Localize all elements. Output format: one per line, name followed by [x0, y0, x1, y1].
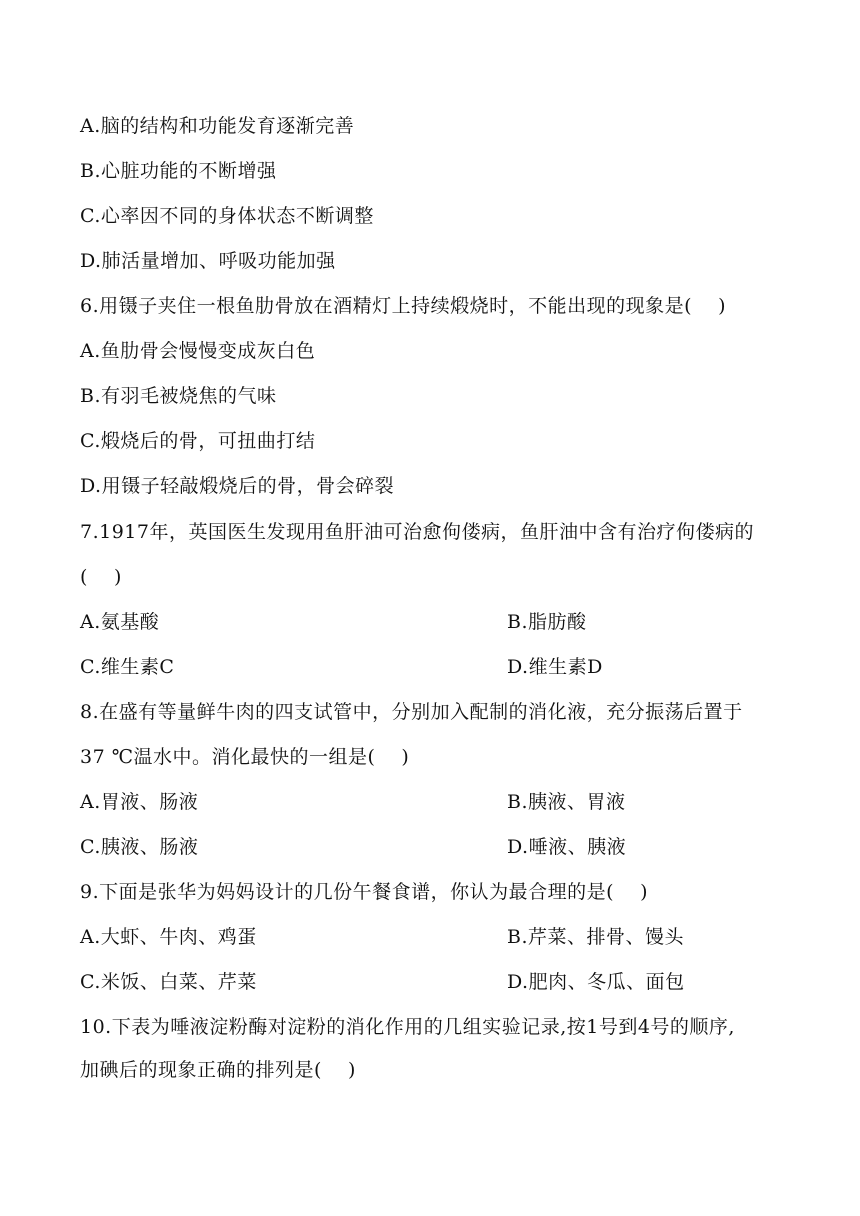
q6-stem: 6.用镊子夹住一根鱼肋骨放在酒精灯上持续煅烧时，不能出现的现象是( ) — [80, 295, 726, 317]
q7-option-b: B.脂肪酸 — [507, 611, 587, 633]
q8-stem-line1: 8.在盛有等量鲜牛肉的四支试管中，分别加入配制的消化液，充分振荡后置于 — [80, 701, 743, 723]
q8-option-a: A.胃液、肠液 — [80, 791, 199, 813]
q8-option-b: B.胰液、胃液 — [507, 791, 626, 813]
q6-option-b: B.有羽毛被烧焦的气味 — [80, 385, 277, 407]
q10-stem-line1: 10.下表为唾液淀粉酶对淀粉的消化作用的几组实验记录,按1号到4号的顺序, — [80, 1016, 735, 1038]
q8-stem-line2: 37 ℃温水中。消化最快的一组是( ) — [80, 746, 410, 768]
q6-option-d: D.用镊子轻敲煅烧后的骨，骨会碎裂 — [80, 475, 395, 497]
q7-option-a: A.氨基酸 — [80, 611, 160, 633]
prev-option-a: A.脑的结构和功能发育逐渐完善 — [80, 115, 355, 137]
q7-stem-line2: ( ) — [80, 566, 122, 588]
prev-option-b: B.心脏功能的不断增强 — [80, 160, 277, 182]
q9-option-c: C.米饭、白菜、芹菜 — [80, 971, 257, 993]
q7-stem-line1: 7.1917年，英国医生发现用鱼肝油可治愈佝偻病，鱼肝油中含有治疗佝偻病的 — [80, 521, 754, 543]
q9-stem: 9.下面是张华为妈妈设计的几份午餐食谱，你认为最合理的是( ) — [80, 881, 648, 903]
q6-option-c: C.煅烧后的骨，可扭曲打结 — [80, 430, 316, 452]
q10-stem-line2: 加碘后的现象正确的排列是( ) — [80, 1059, 356, 1081]
q9-option-b: B.芹菜、排骨、馒头 — [507, 926, 685, 948]
q6-option-a: A.鱼肋骨会慢慢变成灰白色 — [80, 340, 316, 362]
q8-option-c: C.胰液、肠液 — [80, 836, 199, 858]
q7-option-d: D.维生素D — [507, 656, 603, 678]
q7-option-c: C.维生素C — [80, 656, 175, 678]
prev-option-c: C.心率因不同的身体状态不断调整 — [80, 205, 374, 227]
q9-option-d: D.肥肉、冬瓜、面包 — [507, 971, 685, 993]
prev-option-d: D.肺活量增加、呼吸功能加强 — [80, 250, 336, 272]
q8-option-d: D.唾液、胰液 — [507, 836, 627, 858]
q9-option-a: A.大虾、牛肉、鸡蛋 — [80, 926, 257, 948]
